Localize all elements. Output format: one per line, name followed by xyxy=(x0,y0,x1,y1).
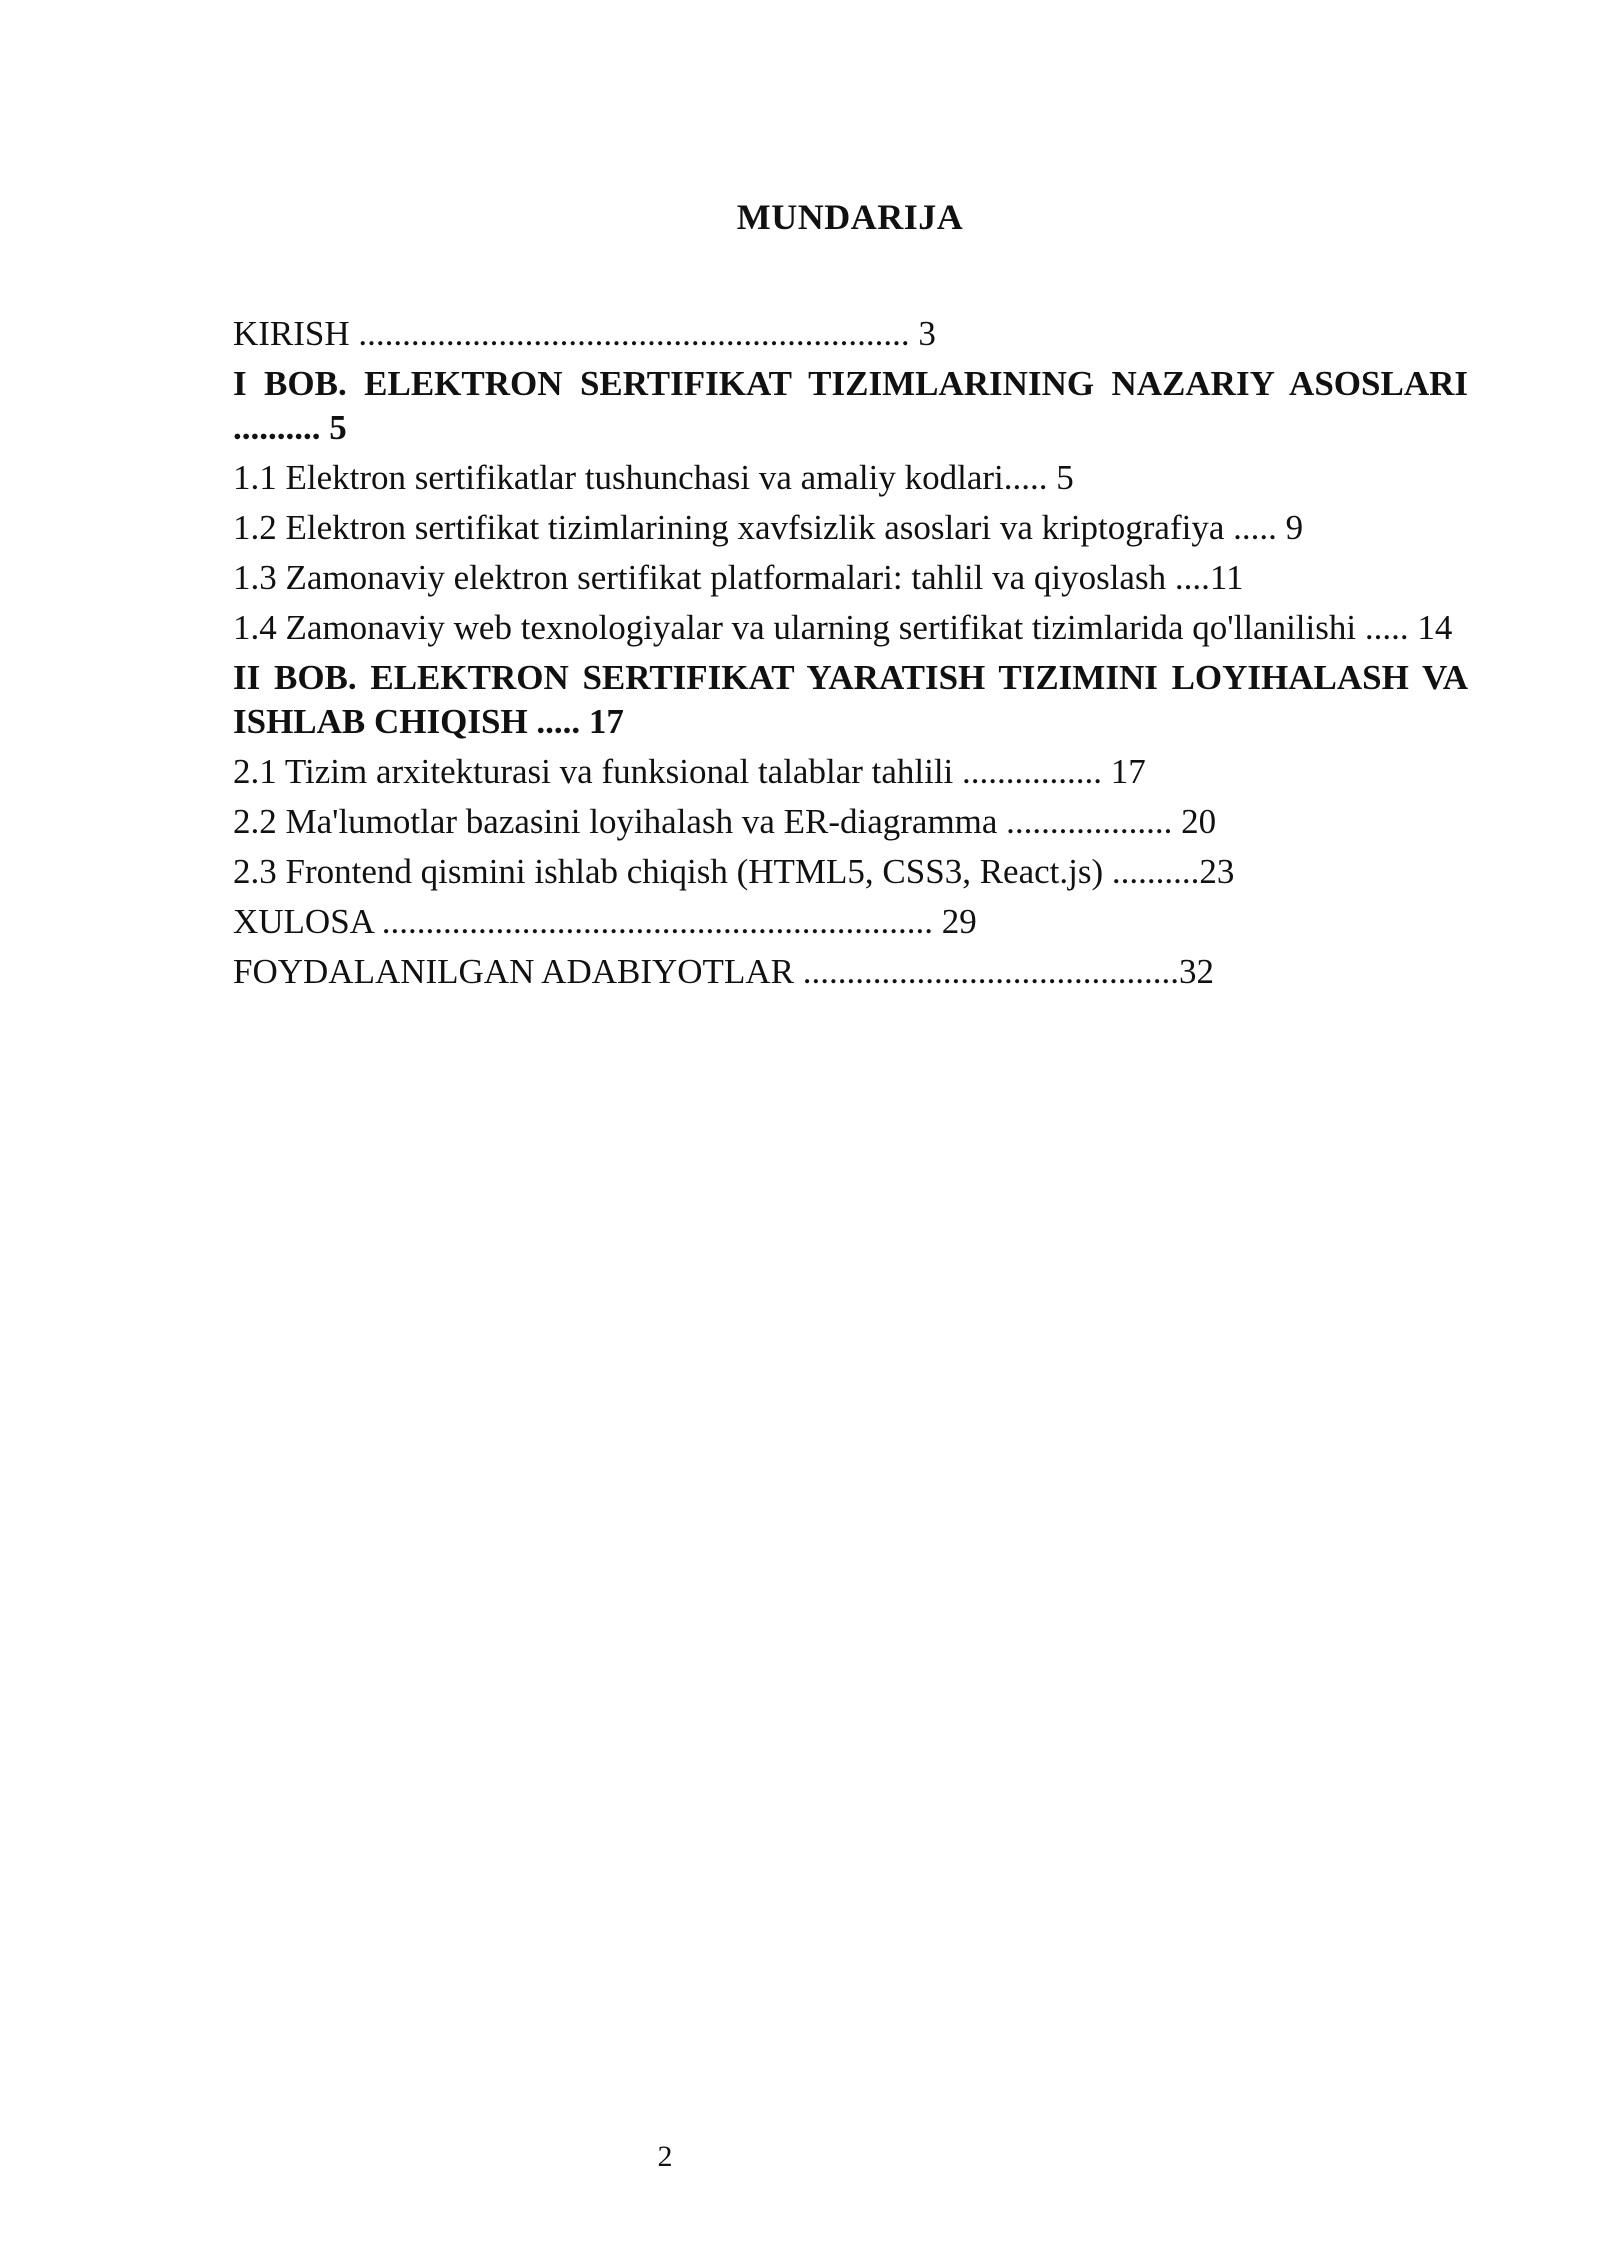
toc-entry-references[interactable] xyxy=(233,950,1468,1000)
toc-entry-text: 2.2 Ma'lumotlar bazasini loyihalash va ER-diagramma ................... 20 xyxy=(233,802,1217,841)
toc-entry-chapter-1[interactable] xyxy=(233,362,1468,450)
toc-entry-chapter-2[interactable] xyxy=(233,656,1468,744)
toc-entry-text: 1.1 Elektron sertifikatlar tushunchasi va amaliy kodlari..... 5 xyxy=(233,458,1074,497)
toc-entry-text: KIRISH ............................................................... 3 xyxy=(233,314,936,353)
page-title: MUNDARIJA xyxy=(736,197,964,237)
toc-entry-text: XULOSA ............................................................... 29 xyxy=(233,902,977,941)
toc-entry-text: II BOB. ELEKTRON SERTIFIKAT YARATISH TIZIMINI LOYIHALASH VA ISHLAB CHIQISH ..... 17 xyxy=(233,658,1468,741)
toc-entry-text: 1.4 Zamonaviy web texnologiyalar va ularning sertifikat tizimlarida qo'llanilishi ..... 14 xyxy=(233,608,1453,647)
toc-entry-section-1-1[interactable] xyxy=(233,456,1468,506)
toc-entry-text: 1.3 Zamonaviy elektron sertifikat platformalari: tahlil va qiyoslash ....11 xyxy=(233,558,1244,597)
toc-entry-text: I BOB. ELEKTRON SERTIFIKAT TIZIMLARINING NAZARIY ASOSLARI .......... 5 xyxy=(233,364,1468,447)
toc-entry-section-2-2[interactable] xyxy=(233,800,1468,850)
page-number: 2 xyxy=(657,2140,673,2173)
toc-entry-section-1-4[interactable] xyxy=(233,606,1468,650)
toc-entry-text: 2.3 Frontend qismini ishlab chiqish (HTML5, CSS3, React.js) ..........23 xyxy=(233,852,1235,891)
toc-entry-section-2-1[interactable] xyxy=(233,750,1468,800)
toc-entry-section-2-3[interactable] xyxy=(233,850,1468,900)
toc-entry-section-1-2[interactable] xyxy=(233,506,1468,556)
toc-entry-introduction[interactable] xyxy=(233,312,1468,362)
table-of-contents xyxy=(233,312,1468,1000)
toc-entry-text: FOYDALANILGAN ADABIYOTLAR ...........................................32 xyxy=(233,952,1214,991)
toc-entry-conclusion[interactable] xyxy=(233,900,1468,950)
toc-entry-text: 2.1 Tizim arxitekturasi va funksional talablar tahlili ................ 17 xyxy=(233,752,1146,791)
toc-entry-section-1-3[interactable] xyxy=(233,556,1468,606)
toc-entry-text: 1.2 Elektron sertifikat tizimlarining xavfsizlik asoslari va kriptografiya ..... 9 xyxy=(233,508,1304,547)
